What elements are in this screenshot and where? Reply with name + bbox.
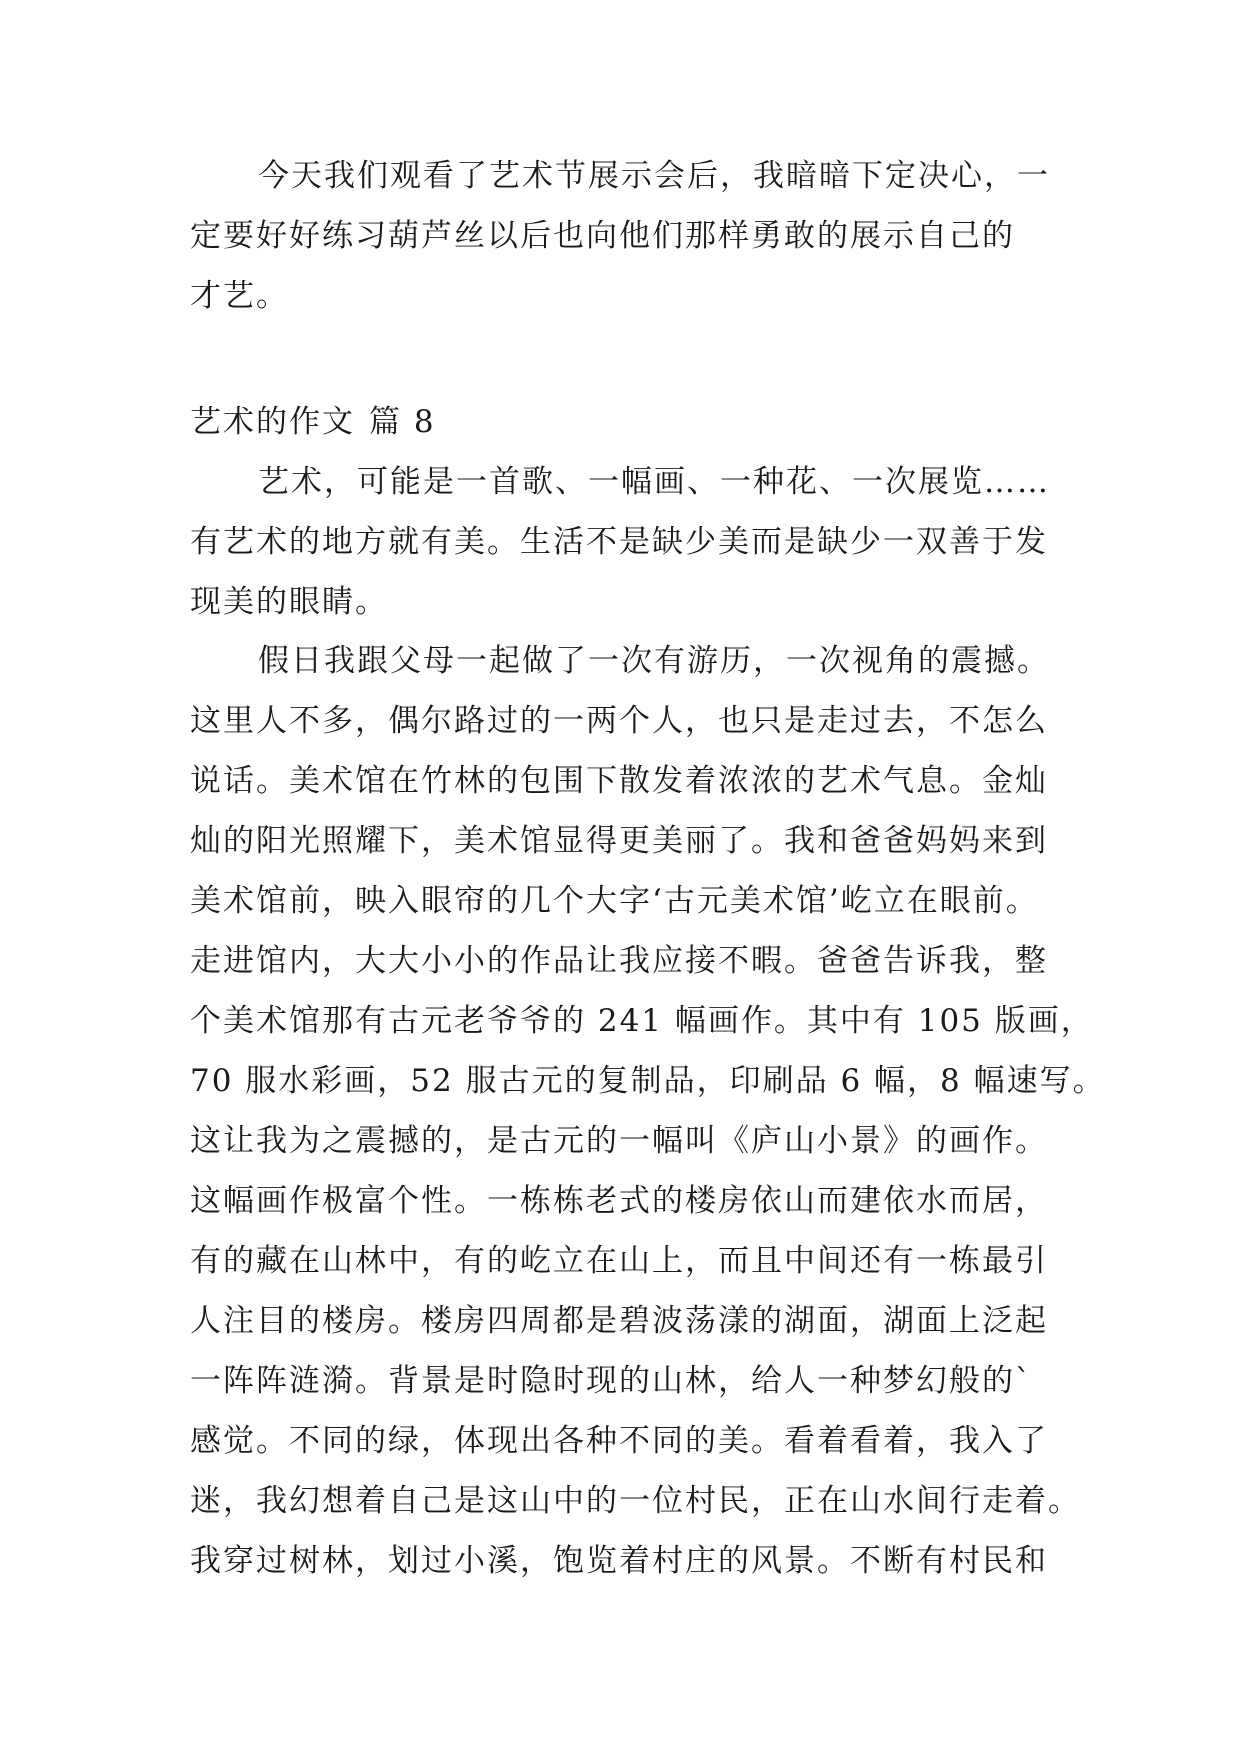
- text-line: 感觉。不同的绿，体现出各种不同的美。看着看着，我入了: [190, 1423, 1048, 1459]
- text-line: 灿的阳光照耀下，美术馆显得更美丽了。我和爸爸妈妈来到: [190, 823, 1048, 859]
- text-line: 70 服水彩画，52 服古元的复制品，印刷品 6 幅，8 幅速写。: [190, 1063, 1106, 1099]
- text-line: 现美的眼睛。: [190, 584, 388, 620]
- text-line: 我穿过树林，划过小溪，饱览着村庄的风景。不断有村民和: [190, 1543, 1048, 1579]
- text-line: 有的藏在山林中，有的屹立在山上，而且中间还有一栋最引: [190, 1243, 1048, 1279]
- text-line: 这让我为之震撼的，是古元的一幅叫《庐山小景》的画作。: [190, 1123, 1048, 1159]
- heading-title: 艺术的作文: [190, 404, 355, 440]
- paragraph-body: [190, 631, 1106, 1591]
- text-line: 迷，我幻想着自己是这山中的一位村民，正在山水间行走着。: [190, 1483, 1081, 1519]
- paragraph-closing: [190, 146, 1052, 326]
- text-line: 才艺。: [190, 278, 289, 314]
- paragraph-intro: [190, 452, 1052, 632]
- text-line: 一阵阵涟漪。背景是时隐时现的山林，给人一种梦幻般的`: [190, 1363, 1033, 1399]
- text-line: 定要好好练习葫芦丝以后也向他们那样勇敢的展示自己的: [190, 218, 1015, 254]
- text-line: 说话。美术馆在竹林的包围下散发着浓浓的艺术气息。金灿: [190, 763, 1048, 799]
- text-line: 今天我们观看了艺术节展示会后，我暗暗下定决心，一: [258, 158, 1050, 194]
- text-line: 人注目的楼房。楼房四周都是碧波荡漾的湖面，湖面上泛起: [190, 1303, 1048, 1339]
- section-heading: [190, 392, 436, 452]
- text-line: 有艺术的地方就有美。生活不是缺少美而是缺少一双善于发: [190, 524, 1048, 560]
- text-line: 假日我跟父母一起做了一次有游历，一次视角的震撼。: [258, 643, 1050, 679]
- text-line: 走进馆内，大大小小的作品让我应接不暇。爸爸告诉我，整: [190, 943, 1048, 979]
- text-line: 这里人不多，偶尔路过的一两个人，也只是走过去，不怎么: [190, 703, 1048, 739]
- text-line: 美术馆前，映入眼帘的几个大字‘古元美术馆’屹立在眼前。: [190, 883, 1039, 919]
- text-line: 艺术，可能是一首歌、一幅画、一种花、一次展览……: [258, 464, 1050, 500]
- heading-number: 篇 8: [369, 404, 436, 440]
- text-line: 这幅画作极富个性。一栋栋老式的楼房依山而建依水而居，: [190, 1183, 1048, 1219]
- text-line: 个美术馆那有古元老爷爷的 241 幅画作。其中有 105 版画，: [190, 1003, 1094, 1039]
